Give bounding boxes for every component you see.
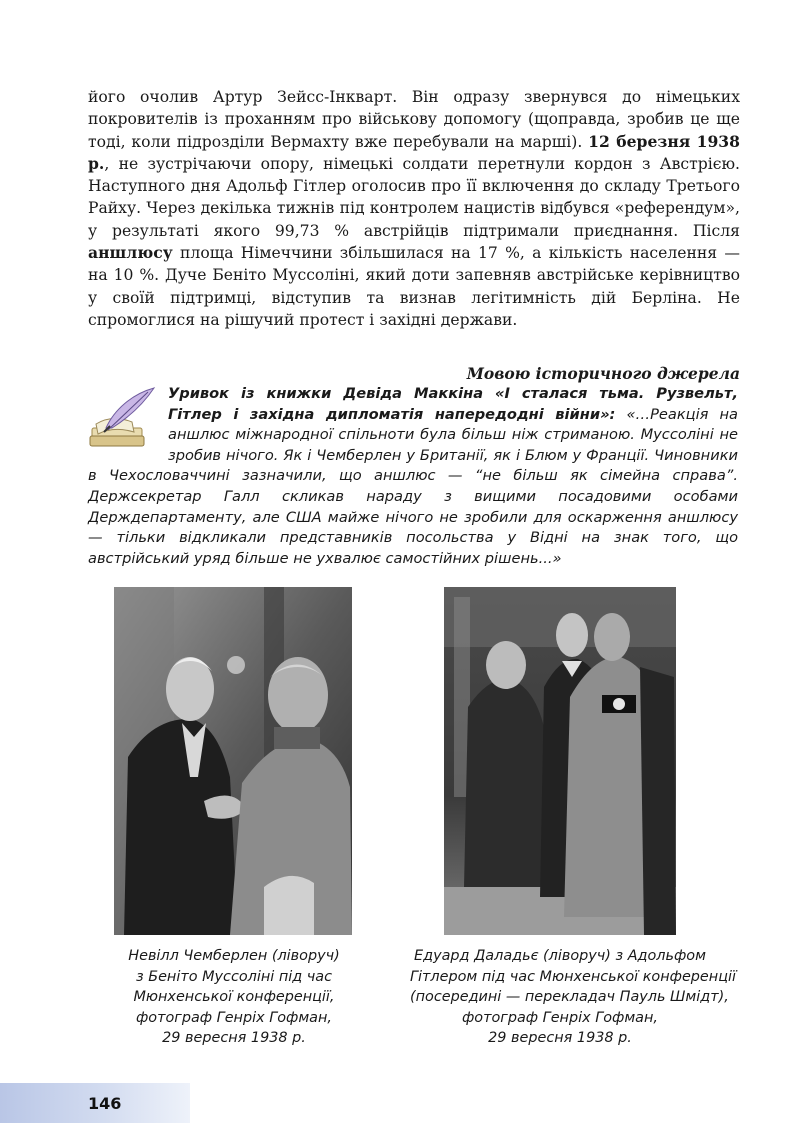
caption-2-line: фотограф Генріх Гофман,: [462, 1009, 658, 1026]
caption-photo-2: [410, 946, 736, 1049]
caption-1-line: з Беніто Муссоліні під час: [135, 968, 333, 985]
icon-spacer: [88, 384, 168, 466]
photo-image-2: [444, 587, 676, 935]
main-text-part3: площа Німеччини збільшилася на 17 %, а кількість населення — на 10 %. Дуче Беніто Муссоліні, який доти запевняв австрійське керівництво у своїй підтримці, відступив та визнав легітимність дій Берліна. Не спромоглися на рішучий протест і західні держави.: [88, 244, 740, 329]
photo-image-1: [114, 587, 352, 935]
caption-2-line: Гітлером під час Мюнхенської конференції: [410, 968, 736, 985]
caption-2-line: 29 вересня 1938 р.: [488, 1030, 632, 1046]
source-title: Уривок із книжки Девіда Маккіна «І сталася тьма. Рузвельт, Гітлер і західна дипломатія напередодні війни»:: [168, 385, 738, 423]
source-quote: «…Реакція на аншлюс міжнародної спільноти була більш ніж стриманою. Муссоліні не зробив нічого. Як і Чемберлен у Британії, як і Блюм у Франції. Чиновники в Чехословаччині зазначили, що аншлюс — “не більш як сімейна справа”. Держсекретар Галл скликав нараду з вищими посадовими особами Держдепартаменту, але США майже нічого не зробили для оскарження аншлюсу — тільки відкликали представників посольства у Відні на знак того, що австрійський уряд більше не ухвалює самостійних рішень...»: [88, 405, 738, 567]
source-heading: Мовою історичного джерела: [466, 364, 740, 383]
caption-1-line: фотограф Генріх Гофман,: [136, 1009, 332, 1026]
caption-1-line: Мюнхенської конференції,: [133, 989, 335, 1005]
main-text-part2: , не зустрічаючи опору, німецькі солдати перетнули кордон з Австрією. Наступного дня Адольф Гітлер оголосив про її включення до складу Третього Райху. Через декілька тижнів під контролем нацистів відбувся «референдум», у результаті якого 99,73 % австрійців підтримали приєднання. Після: [88, 154, 740, 240]
source-excerpt: [88, 384, 738, 569]
caption-photo-1: [84, 946, 384, 1049]
main-paragraph: [88, 86, 740, 331]
caption-2-line: Едуард Даладьє (ліворуч) з Адольфом: [414, 948, 706, 964]
term-anschluss-bold: аншлюсу: [88, 243, 173, 263]
page-number: 146: [88, 1094, 122, 1113]
caption-1-line: Невілл Чемберлен (ліворуч): [128, 948, 340, 964]
caption-1-line: 29 вересня 1938 р.: [162, 1030, 306, 1046]
photo-chamberlain-mussolini: [114, 587, 352, 935]
main-text-part1: його очолив Артур Зейсс-Інкварт. Він одразу звернувся до німецьких покровителів із проханням про військову допомогу (щоправда, зробив це ще тоді, коли підрозділи Вермахту вже перебували на марші).: [88, 88, 740, 151]
photo-daladier-hitler: [444, 587, 676, 935]
date-bold: 12 березня 1938 р.: [88, 131, 740, 173]
caption-2-line: (посередині — перекладач Пауль Шмідт),: [410, 989, 729, 1005]
